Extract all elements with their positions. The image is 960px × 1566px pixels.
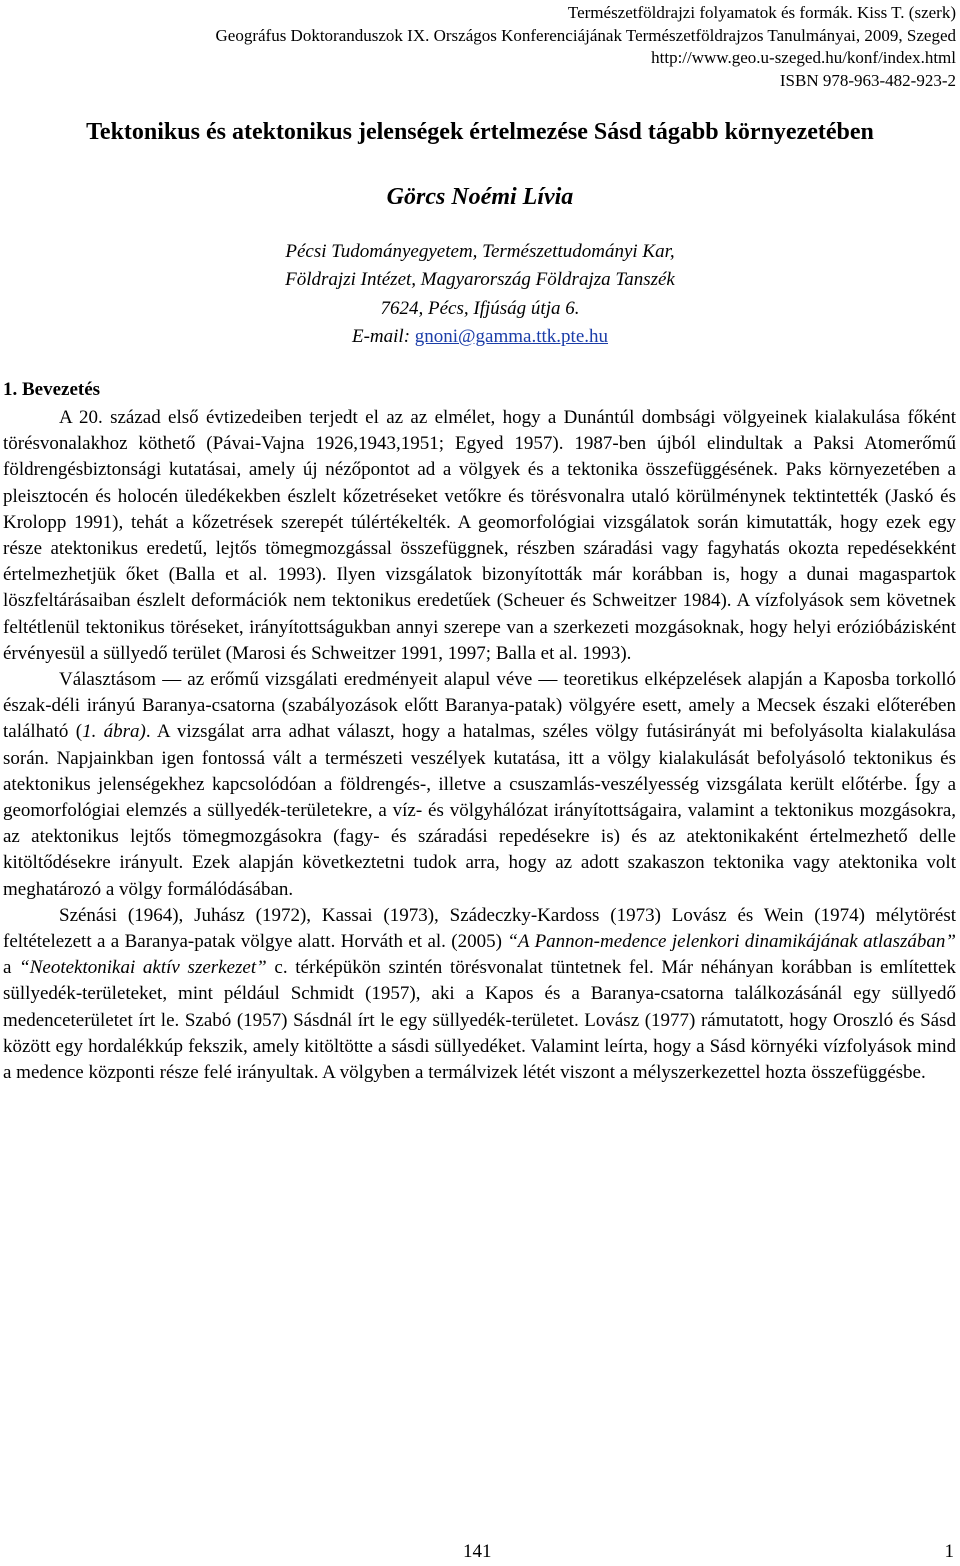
paragraph-3-text-c: c. térképükön szintén törésvonalat tüntetnek fel. Már néhányan korábban is említettek süllyedék-területeket, mint például Schmidt (1957), aki a Kapos és a Baranya-csatorna találkozásánál egy süllyedő medenceterületet írt le. Szabó (1957) Sásdnál írt le egy süllyedék-területet. Lovász (1977) rámutatott, hogy Oroszló és Sásd között egy hordalékkúp fekszik, amely kitöltötte a sásdi süllyedéket. Valamint leírta, hogy a Sásd környéki vízfolyások mind a medence központi része felé irányultak. A völgyben a termálvizek létét viszont a mélyszerkezettel hozta összefüggésbe. bbox=[3, 957, 956, 1084]
affiliation-line-1: Pécsi Tudományegyetem, Természettudományi Kar, bbox=[285, 241, 675, 262]
author-affiliation bbox=[0, 238, 960, 351]
header-conference-line: Geográfus Doktoranduszok IX. Országos Konferenciájának Természetföldrajzos Tanulmányai, 2009, Szeged bbox=[215, 25, 956, 45]
paragraph-1: A 20. század első évtizedeiben terjedt el az az elmélet, hogy a Dunántúl dombsági völgyeinek kialakulása főként törésvonalakhoz köthető (Pávai-Vajna 1926,1943,1951; Egyed 1957). 1987-ben újból elindultak a Paksi Atomerőmű földrengésbiztonsági kutatásai, amely új nézőpontot ad a völgyek és a tektonika összefüggésének. Paks környezetében a pleisztocén és holocén üledékekben észlelt kőzetréseket vetőkre és törésvonalra utaló körülménynek tektintették (Jaskó és Krolopp 1991), tehát a kőzetrések szerepét túlértékelték. A geomorfológiai vizsgálatok során kimutatták, hogy ezek egy része atektonikus eredetű, lejtős tömegmozgással összefüggnek, részben száradási vagy fagyhatás okozta repedésekként értelmezhetjük őket (Balla et al. 1993). Ilyen vizsgálatok bizonyították már korábban is, hogy a dunai magaspartok löszfeltárásaiban észlelt deformációk nem tektonikus eredetűek (Scheuer és Schweitzer 1984). A vízfolyások sem követnek feltétlenül tektonikus töréseket, irányítottságukban annyi szerepe van a szerkezeti mozgásoknak, hogy helyi erózióbázisként érvényesül a süllyedő terület (Marosi és Schweitzer 1991, 1997; Balla et al. 1993). bbox=[3, 407, 956, 664]
cited-map-title: “Neotektonikai aktív szerkezet” bbox=[19, 957, 267, 979]
author-name: Görcs Noémi Lívia bbox=[386, 184, 574, 210]
email-label: E-mail: bbox=[351, 325, 415, 347]
section-heading: 1. Bevezetés bbox=[3, 379, 101, 400]
paragraph-2 bbox=[3, 667, 956, 903]
paragraph-2-text-a: Választásom — az erőmű vizsgálati eredményeit alapul véve — teoretikus elképzelések alapján a Kaposba torkolló észak-déli irányú Baranya-csatorna (szabályozások előtt Baranya-patak) völgyére esett, amely a Mecsek északi előterében található ( bbox=[3, 669, 956, 743]
paragraph-3 bbox=[3, 903, 956, 1086]
publication-header bbox=[216, 2, 957, 92]
paragraph-2-text-b: . A vizsgálat arra adhat választ, hogy a hatalmas, széles völgy futásirányát mi befolyásolta kialakulása során. Napjainkban igen fontossá vált a természeti veszélyek kutatása, itt a völgy kialakulását befolyásoló tektonikus és atektonikus jelenségekhez kapcsolódóan a földrengés-, illetve a csuszamlás-veszélyesség vizsgálata került előtérbe. Így a geomorfológiai elemzés a süllyedék-területekre, a víz- és völgyhálózat irányítottságaira, valamint a tektonikus mozgásokra, az atektonikus lejtős tömegmozgásokra (fagy- és száradási repedésekre is) és az atektonikaként értelmezhető delle kitöltődésekre irányult. Ezek alapján következtetni tudok arra, hogy az adott szakaszon tektonika vagy atektonika volt meghatározó a völgy formálódásában. bbox=[3, 721, 956, 900]
affiliation-email bbox=[0, 323, 960, 351]
affiliation-line-2: Földrajzi Intézet, Magyarország Földrajza Tanszék bbox=[285, 269, 675, 291]
figure-reference: 1. ábra) bbox=[82, 721, 146, 743]
email-link[interactable]: gnoni@gamma.ttk.pte.hu bbox=[414, 325, 609, 347]
section-body bbox=[3, 405, 956, 1086]
header-publication-line: Természetföldrajzi folyamatok és formák. Kiss T. (szerk) bbox=[567, 3, 956, 22]
page-number-article: 1 bbox=[944, 1541, 954, 1562]
cited-atlas-title: “A Pannon-medence jelenkori dinamikájának atlaszában” bbox=[507, 931, 956, 953]
paragraph-3-text-a: Szénási (1964), Juhász (1972), Kassai (1973), Szádeczky-Kardoss (1973) Lovász és Wein (1974) mélytörést feltételezett a a Baranya-patak völgye alatt. Horváth et al. (2005) bbox=[3, 904, 956, 953]
page-number-journal: 141 bbox=[463, 1541, 492, 1562]
affiliation-line-3: 7624, Pécs, Ifjúság útja 6. bbox=[380, 297, 580, 319]
header-isbn: ISBN 978-963-482-923-2 bbox=[779, 70, 956, 90]
header-url-link[interactable]: http://www.geo.u-szeged.hu/konf/index.html bbox=[651, 48, 956, 67]
paper-title: Tektonikus és atektonikus jelenségek értelmezése Sásd tágabb környezetében bbox=[86, 119, 874, 145]
paragraph-3-text-b: a bbox=[3, 957, 20, 979]
